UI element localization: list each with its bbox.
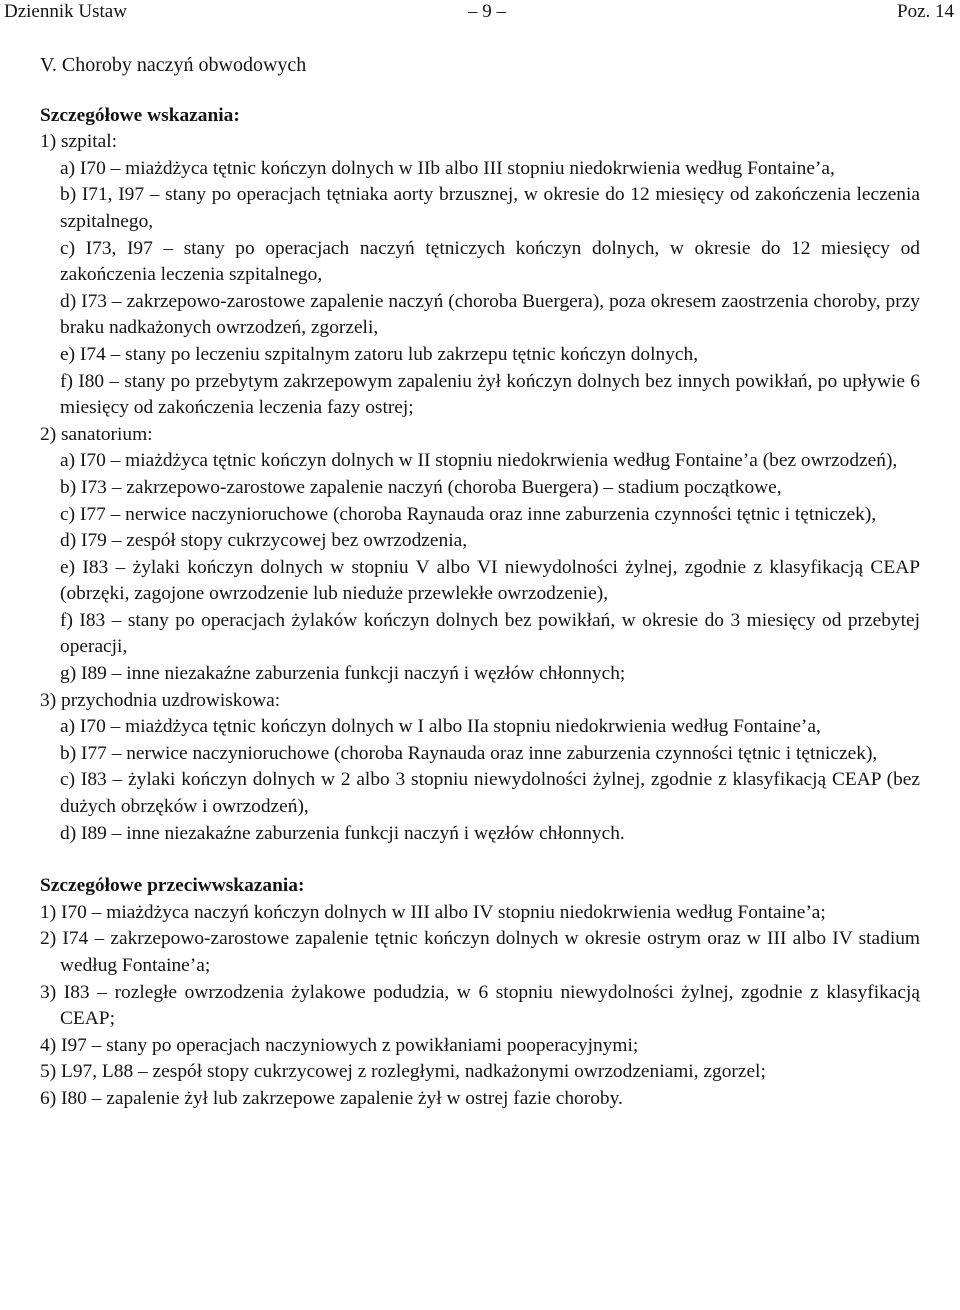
list-item: b) I77 – nerwice naczynioruchowe (choroba Raynauda oraz inne zaburzenia czynności tętnic i tętniczek), — [60, 742, 878, 764]
list-item: a) I70 – miażdżyca tętnic kończyn dolnych w II stopniu niedokrwienia według Fontaine’a (bez owrzodzeń), — [60, 450, 898, 472]
position-number: Poz. 14 — [897, 1, 954, 22]
page-number: – 9 – — [468, 1, 506, 22]
document-body — [34, 52, 920, 1113]
indications-group-hospital — [34, 129, 920, 422]
group-label: 1) szpital: — [40, 131, 118, 153]
list-item: a) I70 – miażdżyca tętnic kończyn dolnych w I albo IIa stopniu niedokrwienia według Fontaine’a, — [60, 716, 821, 738]
list-item: c) I77 – nerwice naczynioruchowe (choroba Raynauda oraz inne zaburzenia czynności tętnic i tętniczek), — [60, 503, 877, 525]
list-item: 5) L97, L88 – zespół stopy cukrzycowej z rozległymi, nadkażonymi owrzodzeniami, zgorzel; — [40, 1061, 766, 1083]
list-item: 1) I70 – miażdżyca naczyń kończyn dolnych w III albo IV stopniu niedokrwienia według Fontaine’a; — [40, 901, 826, 923]
indications-group-sanatorium — [34, 422, 920, 688]
contraindications-list — [34, 900, 920, 1113]
list-item: c) I83 – żylaki kończyn dolnych w 2 albo 3 stopniu niewydolności żylnej, zgodnie z klasyfikacją CEAP (bez dużych obrzęków i owrzodzeń), — [60, 769, 920, 818]
list-item: g) I89 – inne niezakaźne zaburzenia funkcji naczyń i węzłów chłonnych; — [60, 663, 626, 685]
list-item: d) I79 – zespół stopy cukrzycowej bez owrzodzenia, — [60, 530, 468, 552]
list-item: e) I83 – żylaki kończyn dolnych w stopniu V albo VI niewydolności żylnej, zgodnie z klasyfikacją CEAP (obrzęki, zagojone owrzodzenie lub nieduże przewlekłe owrzodzenie), — [60, 556, 920, 605]
page-header — [0, 0, 960, 26]
list-item: 4) I97 – stany po operacjach naczyniowych z powikłaniami pooperacyjnymi; — [40, 1034, 639, 1056]
journal-title: Dziennik Ustaw — [4, 1, 127, 22]
list-item: 3) I83 – rozległe owrzodzenia żylakowe podudzia, w 6 stopniu niewydolności żylnej, zgodnie z klasyfikacją CEAP; — [40, 981, 920, 1030]
indications-group-outpatient — [34, 688, 920, 848]
list-item: d) I89 – inne niezakaźne zaburzenia funkcji naczyń i węzłów chłonnych. — [60, 822, 625, 844]
list-item: d) I73 – zakrzepowo-zarostowe zapalenie naczyń (choroba Buergera), poza okresem zaostrzenia choroby, przy braku nadkażonych owrzodzeń, zgorzeli, — [60, 290, 920, 339]
list-item: e) I74 – stany po leczeniu szpitalnym zatoru lub zakrzepu tętnic kończyn dolnych, — [60, 343, 699, 365]
list-item: a) I70 – miażdżyca tętnic kończyn dolnych w IIb albo III stopniu niedokrwienia według Fontaine’a, — [60, 157, 835, 179]
group-label: 3) przychodnia uzdrowiskowa: — [40, 689, 281, 711]
list-item: 6) I80 – zapalenie żył lub zakrzepowe zapalenie żył w ostrej fazie choroby. — [40, 1087, 623, 1109]
list-item: f) I83 – stany po operacjach żylaków kończyn dolnych bez powikłań, w okresie do 3 miesięcy od przebytej operacji, — [60, 609, 920, 658]
list-item: 2) I74 – zakrzepowo-zarostowe zapalenie tętnic kończyn dolnych w okresie ostrym oraz w III albo IV stadium według Fontaine’a; — [40, 928, 920, 976]
list-item: b) I73 – zakrzepowo-zarostowe zapalenie naczyń (choroba Buergera) – stadium początkowe, — [60, 476, 782, 498]
list-item: c) I73, I97 – stany po operacjach naczyń tętniczych kończyn dolnych, w okresie do 12 miesięcy od zakończenia leczenia szpitalnego, — [60, 237, 920, 286]
group-label: 2) sanatorium: — [40, 423, 153, 445]
list-item: f) I80 – stany po przebytym zakrzepowym zapaleniu żył kończyn dolnych bez innych powikłań, po upływie 6 miesięcy od zakończenia leczenia fazy ostrej; — [60, 370, 920, 419]
section-title: V. Choroby naczyń obwodowych — [40, 54, 307, 76]
indications-heading: Szczegółowe wskazania: — [40, 104, 240, 126]
contraindications-heading: Szczegółowe przeciwwskazania: — [40, 875, 305, 897]
list-item: b) I71, I97 – stany po operacjach tętniaka aorty brzusznej, w okresie do 12 miesięcy od zakończenia leczenia szpitalnego, — [60, 184, 920, 232]
